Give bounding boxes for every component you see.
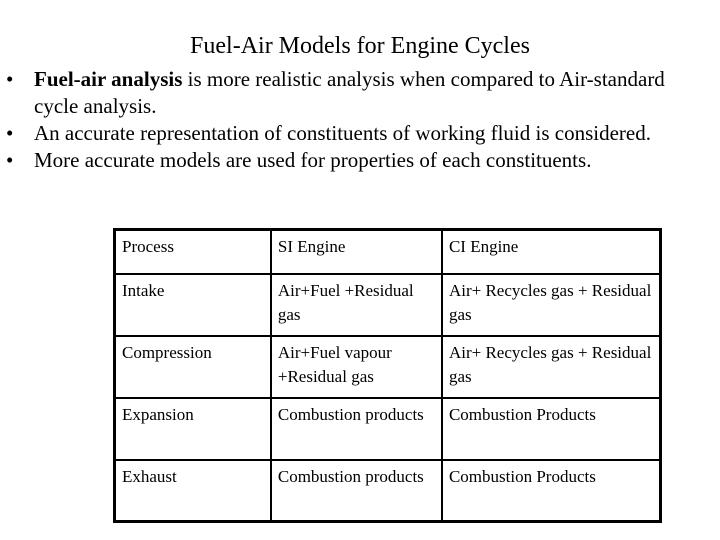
si-engine-cell: Air+Fuel vapour +Residual gas xyxy=(271,336,442,398)
si-engine-cell: Combustion products xyxy=(271,460,442,522)
table-header-row xyxy=(115,230,661,274)
bullet-item xyxy=(6,66,706,120)
bullet-icon: • xyxy=(6,148,14,172)
si-engine-cell: Air+Fuel +Residual gas xyxy=(271,274,442,336)
ci-engine-cell: Combustion Products xyxy=(442,460,661,522)
ci-engine-cell: Air+ Recycles gas + Residual gas xyxy=(442,336,661,398)
bullet-item xyxy=(6,147,706,174)
process-cell: Intake xyxy=(115,274,271,336)
bullet-text: An accurate representation of constituents of working fluid is considered. xyxy=(34,121,651,145)
ci-engine-cell: Combustion Products xyxy=(442,398,661,460)
bullet-icon: • xyxy=(6,121,14,145)
bullet-bold-term: Fuel-air analysis xyxy=(34,67,183,91)
bullet-text: More accurate models are used for properties of each constituents. xyxy=(34,148,592,172)
si-engine-cell: Combustion products xyxy=(271,398,442,460)
process-cell: Exhaust xyxy=(115,460,271,522)
table-row xyxy=(115,460,661,522)
bullet-list xyxy=(6,66,706,174)
bullet-icon: • xyxy=(6,67,14,91)
process-cell: Expansion xyxy=(115,398,271,460)
engine-process-table xyxy=(113,228,662,523)
header-cell-ci-engine: CI Engine xyxy=(442,230,661,274)
header-cell-process: Process xyxy=(115,230,271,274)
table-row xyxy=(115,336,661,398)
table-row xyxy=(115,274,661,336)
slide-title: Fuel-Air Models for Engine Cycles xyxy=(190,33,530,59)
header-cell-si-engine: SI Engine xyxy=(271,230,442,274)
bullet-text: is more realistic analysis when compared to Air-standard cycle analysis. xyxy=(34,67,665,118)
ci-engine-cell: Air+ Recycles gas + Residual gas xyxy=(442,274,661,336)
process-cell: Compression xyxy=(115,336,271,398)
bullet-item xyxy=(6,120,706,147)
table-row xyxy=(115,398,661,460)
